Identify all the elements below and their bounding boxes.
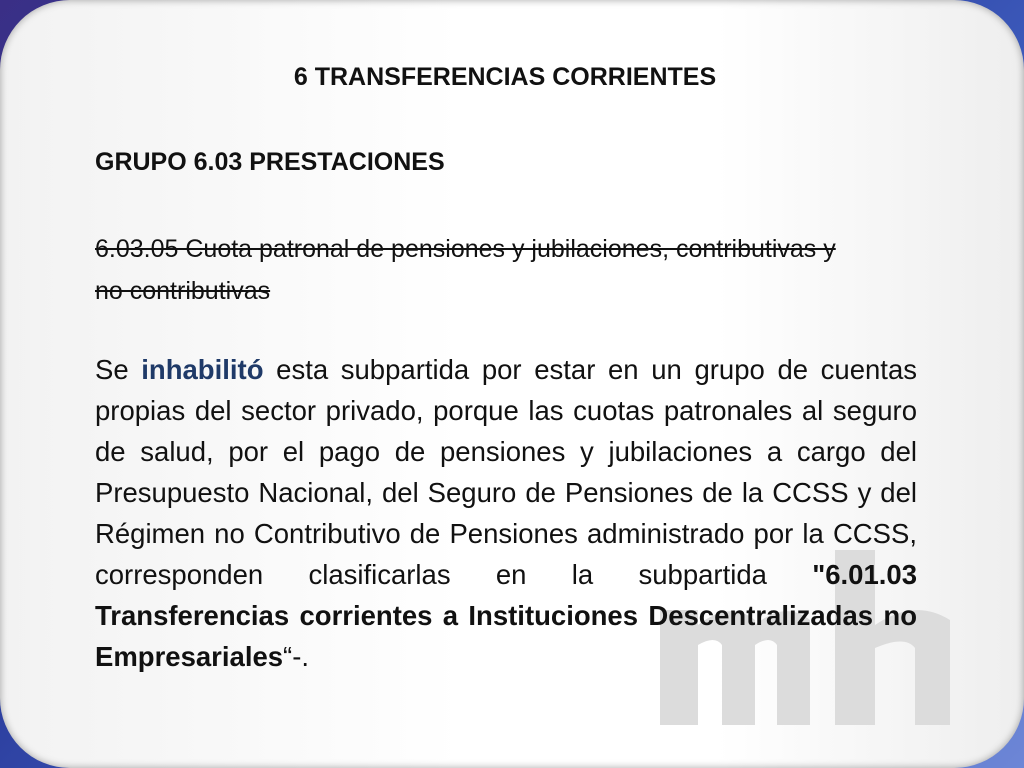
body-text-middle: esta subpartida por estar en un grupo de cuentas propias del sector privado, porque las cuotas patronales al seguro de salud, por el pago de pensiones y jubilaciones a cargo del Presupuesto Nacional, del Seguro de Pensiones de la CCSS y del Régimen no Contributivo de Pensiones administrado por la CCSS, corresponden clasificarlas en la subpartida	[95, 354, 917, 590]
subpartida-reference: "6.01.03 Transferencias corrientes a Instituciones Descentralizadas no Empresariales	[95, 559, 917, 672]
body-text-ending: “-.	[283, 641, 310, 672]
body-paragraph	[95, 349, 917, 677]
highlight-word: inhabilitó	[141, 354, 264, 385]
body-text-start: Se	[95, 354, 142, 385]
group-heading: GRUPO 6.03 PRESTACIONES	[95, 148, 445, 176]
slide-title: 6 TRANSFERENCIAS CORRIENTES	[293, 63, 717, 91]
disabled-subitem: 6.03.05 Cuota patronal de pensiones y jubilaciones, contributivas y no contributivas	[95, 235, 836, 305]
